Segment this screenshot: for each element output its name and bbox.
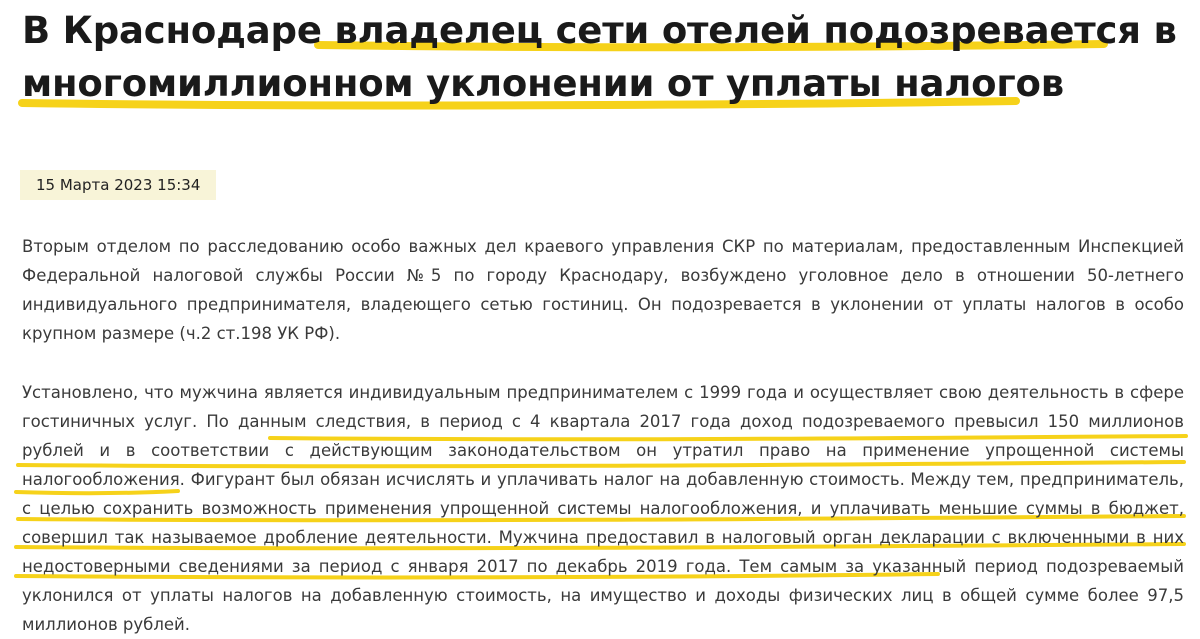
article-title: В Краснодаре владелец сети отелей подозревается в многомиллионном уклонении от уплаты налогов — [22, 9, 1177, 105]
publication-date: 15 Марта 2023 15:34 — [20, 170, 216, 200]
article-paragraph-1: Вторым отделом по расследованию особо важных дел краевого управления СКР по материалам, предоставленным Инспекцией Федеральной налоговой службы России №5 по городу Краснодару, возбуждено уголовное дело в отношении 50-летнего индивидуального предпринимателя, владеющего сетью гостиниц. Он подозревается в уклонении от уплаты налогов в особо крупном размере (ч.2 ст.198 УК РФ). — [22, 237, 1184, 343]
article-paragraph-2: Установлено, что мужчина является индивидуальным предпринимателем с 1999 года и осуществляет свою деятельность в сфере гостиничных услуг. По данным следствия, в период с 4 квартала 2017 года доход подозреваемого превысил 150 миллионов рублей и в соответствии с действующим законодательством он утратил право на применение упрощенной системы налогообложения. Фигурант был обязан исчислять и уплачивать налог на добавленную стоимость. Между тем, предприниматель, с целью сохранить возможность применения упрощенной системы налогообложения, и уплачивать меньшие суммы в бюджет, совершил так называемое дробление деятельности. Мужчина предоставил в налоговый орган декларации с включенными в них недостоверными сведениями за период с января 2017 по декабрь 2019 года. Тем самым за указанный период подозреваемый уклонился от уплаты налогов на добавленную стоимость, на имущество и доходы физических лиц в общей сумме более 97,5 миллионов рублей. — [22, 383, 1184, 634]
